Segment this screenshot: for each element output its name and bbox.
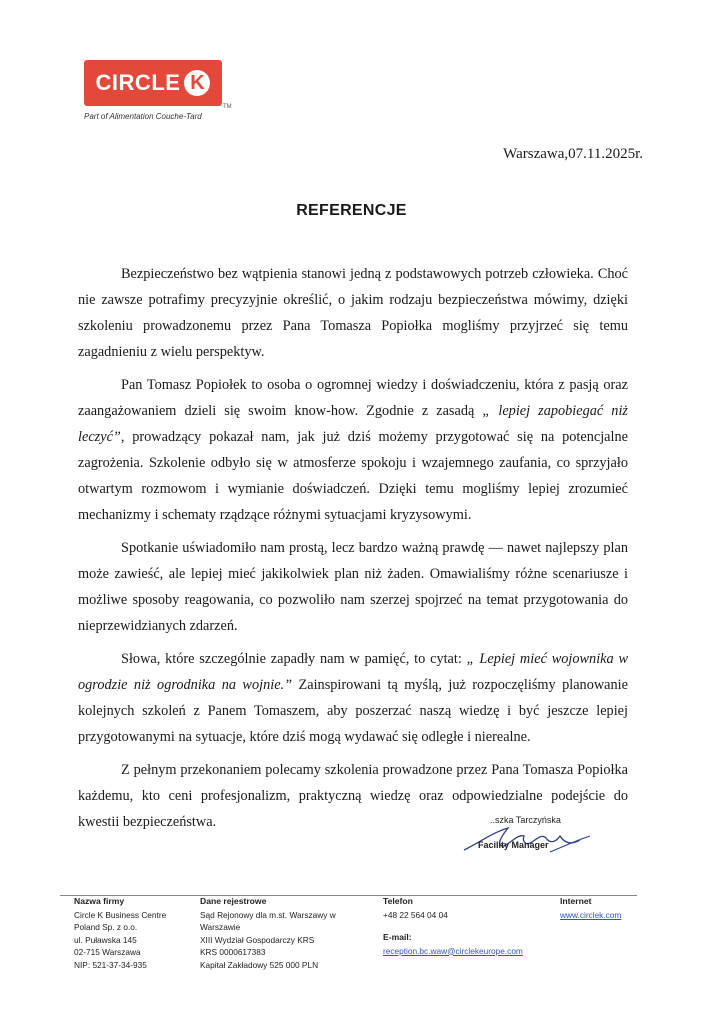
paragraph-4-text-b: Zainspirowani tą myślą, już rozpoczęliśmy planowanie kolejnych szkoleń z Panem Tomaszem, aby poszerzać naszą wiedzę i być jeszcze lepiej przygotowanymi na sytuacje, które dziś mogą wydawać się odległe i nierealne. bbox=[78, 677, 628, 745]
paragraph-2 bbox=[78, 372, 628, 528]
logo-tagline: Part of Alimentation Couche-Tard bbox=[84, 112, 202, 121]
footer-registry bbox=[200, 895, 370, 971]
circle-k-logo bbox=[84, 60, 222, 106]
footer-phone-header: Telefon bbox=[383, 896, 413, 906]
footer-internet-header: Internet bbox=[560, 896, 592, 906]
paragraph-1: Bezpieczeństwo bez wątpienia stanowi jedną z podstawowych potrzeb człowieka. Choć nie zawsze potrafimy precyzyjnie określić, o jakim rodzaju bezpieczeństwa mówimy, dzięki szkoleniu prowadzonemu przez Pana Tomasza Popiołka mogliśmy przyjrzeć się temu zagadnieniu z wielu perspektyw. bbox=[78, 266, 628, 360]
paragraph-2-quote: „ lepiej zapobiegać niż leczyć” bbox=[78, 403, 628, 445]
letter-title: REFERENCJE bbox=[296, 202, 407, 219]
footer-registry-line: Kapitał Zakładowy 525 000 PLN bbox=[200, 959, 319, 970]
footer-company-line: Poland Sp. z o.o. bbox=[74, 922, 138, 932]
letter-body bbox=[78, 261, 628, 842]
footer-phone: +48 22 564 04 04 bbox=[383, 909, 448, 920]
footer-registry-line: Warszawie bbox=[200, 922, 241, 932]
footer-registry-line: KRS 0000617383 bbox=[200, 947, 266, 957]
logo-trademark: TM bbox=[223, 104, 232, 110]
footer-company-line: 02-715 Warszawa bbox=[74, 947, 141, 957]
footer-company bbox=[74, 895, 194, 971]
footer-email-header: E-mail: bbox=[383, 932, 412, 942]
paragraph-2-text-a: Pan Tomasz Popiołek to osoba o ogromnej wiedzy i doświadczeniu, która z pasją oraz zaangażowaniem dzieli się swoim know-how. Zgodnie z zasadą bbox=[78, 377, 628, 419]
paragraph-4-quote: „ Lepiej mieć wojownika w ogrodzie niż ogrodnika na wojnie.” bbox=[78, 651, 628, 693]
footer-company-header: Nazwa firmy bbox=[74, 896, 125, 906]
footer-email-link[interactable]: reception.bc.waw@circlekeurope.com bbox=[383, 945, 523, 956]
footer-registry-line: XIII Wydział Gospodarczy KRS bbox=[200, 934, 315, 945]
signature-name: ..szka Tarczyńska bbox=[490, 815, 561, 825]
paragraph-4-text-a: Słowa, które szczególnie zapadły nam w pamięć, to cytat: bbox=[121, 651, 467, 667]
paragraph-4 bbox=[78, 646, 628, 750]
footer-company-line: ul. Puławska 145 bbox=[74, 934, 137, 945]
footer-registry-line: Sąd Rejonowy dla m.st. Warszawy w bbox=[200, 909, 336, 920]
footer-company-line: Circle K Business Centre bbox=[74, 909, 167, 920]
footer-internet bbox=[560, 895, 630, 921]
footer-company-line: NIP: 521-37-34-935 bbox=[74, 959, 147, 970]
paragraph-5: Z pełnym przekonaniem polecamy szkolenia prowadzone przez Pana Tomasza Popiołka każdemu, kto ceni profesjonalizm, praktyczną wiedzę oraz odpowiedzialne podejście do kwestii bezpieczeństwa. bbox=[78, 762, 628, 830]
letter-date: Warszawa,07.11.2025r. bbox=[503, 146, 643, 162]
footer-registry-header: Dane rejestrowe bbox=[200, 896, 267, 906]
signature-role: Facility Manager bbox=[478, 840, 549, 850]
footer-website-link[interactable]: www.circlek.com bbox=[560, 909, 622, 920]
footer-contact bbox=[383, 895, 553, 957]
logo-brand-text: CIRCLE bbox=[95, 70, 181, 95]
paragraph-3: Spotkanie uświadomiło nam prostą, lecz bardzo ważną prawdę — nawet najlepszy plan może zawieść, ale lepiej mieć jakikolwiek plan niż żaden. Omawialiśmy różne scenariusze i możliwe sposoby reagowania, co pozwoliło nam szerzej spojrzeć na temat przygotowania do nieprzewidzianych zdarzeń. bbox=[78, 540, 628, 634]
paragraph-2-text-b: , prowadzący pokazał nam, jak już dziś możemy przygotować się na potencjalne zagrożenia. Szkolenie odbyło się w atmosferze spokoju i wzajemnego zaufania, co sprzyjało otwartym rozmowom i wymianie doświadczeń. Dzięki temu mogliśmy lepiej zrozumieć mechanizmy i schematy rządzące różnymi sytuacjami kryzysowymi. bbox=[78, 429, 628, 523]
logo-k-mark: K bbox=[184, 70, 210, 96]
